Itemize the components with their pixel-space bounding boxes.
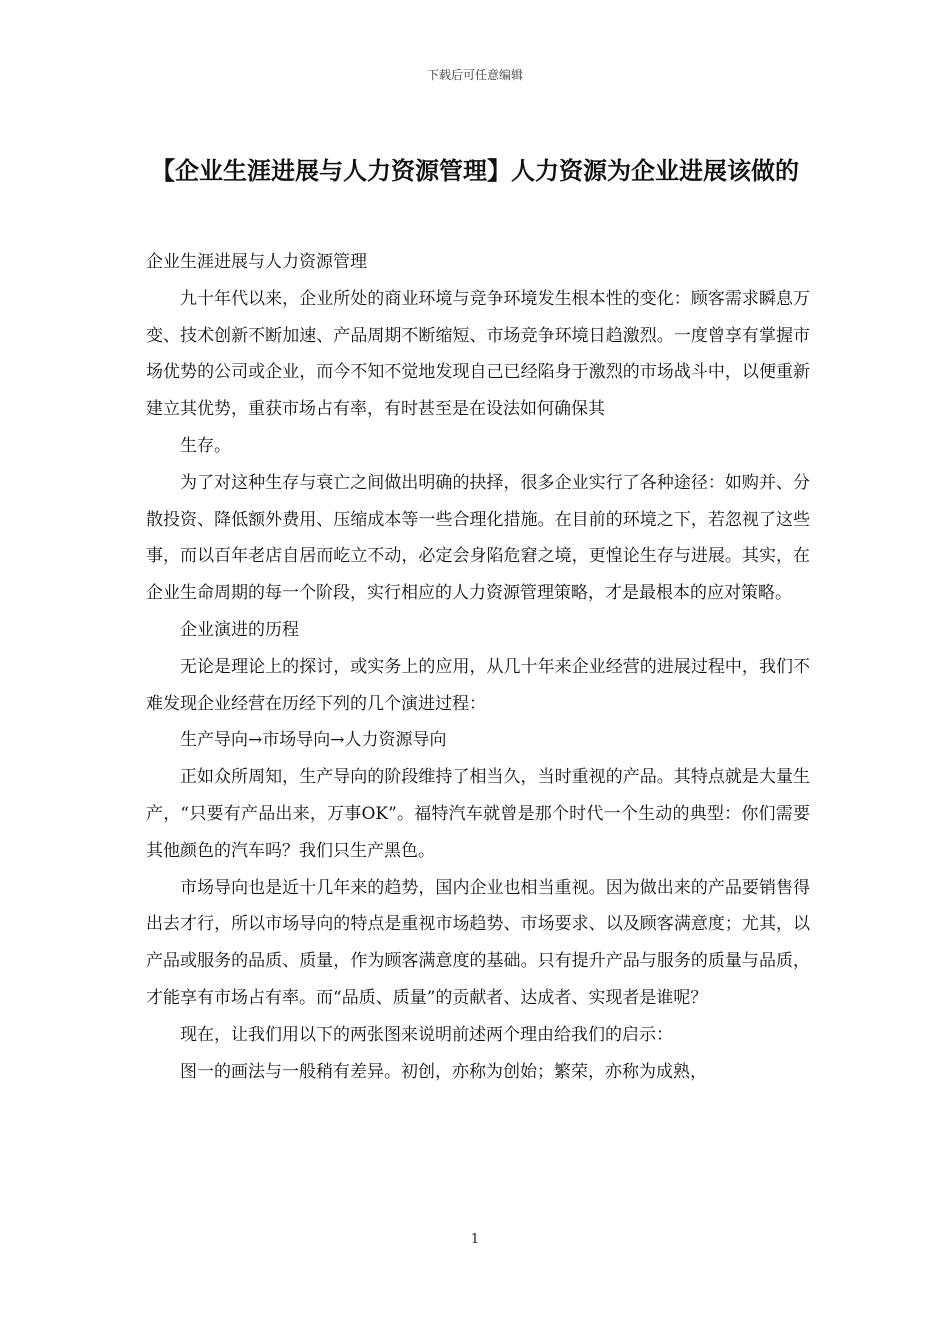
page-number: 1	[470, 1232, 480, 1247]
paragraph: 图一的画法与一般稍有差异。初创，亦称为创始；繁荣，亦称为成熟，	[180, 1061, 707, 1082]
page-header-note: 下载后可任意编辑	[426, 68, 523, 82]
paragraph: 正如众所周知，生产导向的阶段维持了相当久，当时重视的产品。其特点就是大量生产，“只要有产品出来，万事OK”。福特汽车就曾是那个时代一个生动的典型：你们需要其他颜色的汽车吗？我们只生产黑色。	[146, 767, 810, 861]
document-title: 【企业生涯进展与人力资源管理】人力资源为企业进展该做的	[151, 157, 799, 185]
paragraph: 九十年代以来，企业所处的商业环境与竞争环境发生根本性的变化：顾客需求瞬息万变、技术创新不断加速、产品周期不断缩短、市场竞争环境日趋激烈。一度曾享有掌握市场优势的公司或企业，而今不知不觉地发现自己已经陷身于激烈的市场战斗中，以便重新建立其优势，重获市场占有率，有时甚至是在设法如何确保其	[146, 288, 810, 420]
document-subtitle: 企业生涯进展与人力资源管理	[146, 252, 367, 272]
section-heading: 企业演进的历程	[180, 619, 299, 640]
paragraph: 市场导向也是近十几年来的趋势，国内企业也相当重视。因为做出来的产品要销售得出去才行，所以市场导向的特点是重视市场趋势、市场要求、以及顾客满意度；尤其，以产品或服务的品质、质量，作为顾客满意度的基础。只有提升产品与服务的质量与品质，才能享有市场占有率。而“品质、质量”的贡献者、达成者、实现者是谁呢？	[146, 877, 810, 1008]
paragraph: 生存。	[180, 435, 231, 456]
paragraph: 现在，让我们用以下的两张图来说明前述两个理由给我们的启示：	[180, 1024, 673, 1045]
document-body	[146, 244, 810, 1090]
paragraph: 无论是理论上的探讨，或实务上的应用，从几十年来企业经营的进展过程中，我们不难发现企业经营在历经下列的几个演进过程：	[146, 656, 810, 714]
paragraph: 为了对这种生存与衰亡之间做出明确的抉择，很多企业实行了各种途径：如购并、分散投资、降低额外费用、压缩成本等一些合理化措施。在目前的环境之下，若忽视了这些事，而以百年老店自居而屹立不动，必定会身陷危窘之境，更惶论生存与进展。其实，在企业生命周期的每一个阶段，实行相应的人力资源管理策略，才是最根本的应对策略。	[146, 472, 810, 604]
evolution-sequence: 生产导向→市场导向→人力资源导向	[180, 730, 447, 751]
